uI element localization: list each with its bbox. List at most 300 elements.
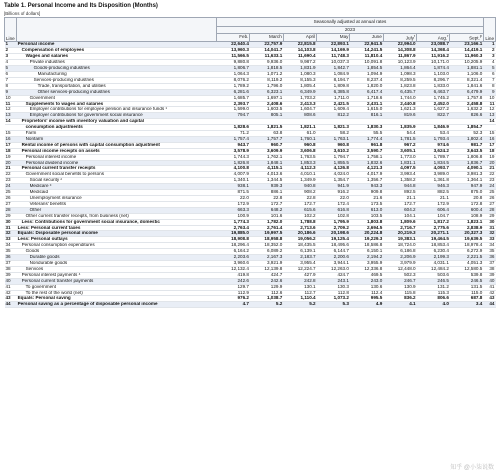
- revision-marker: p: [479, 34, 482, 38]
- value-cell: 19,229.3: [350, 237, 383, 243]
- value-cell: 20,198.6: [317, 231, 350, 237]
- row-label: Less: Personal outlays: [17, 237, 217, 243]
- value-cell: 101.6: [250, 213, 283, 219]
- row-label: Proprietors' income with inventory valuation and capital: [17, 119, 217, 125]
- value-cell: 243.0: [350, 278, 383, 284]
- value-cell: 6,323.1: [250, 89, 283, 95]
- value-cell: 1,084.9: [317, 71, 350, 77]
- value-cell: 18,978.4: [450, 243, 483, 249]
- value-cell: 22.8: [250, 196, 283, 202]
- value-cell: 3,981.3: [450, 172, 483, 178]
- value-cell: 18,724.0: [383, 243, 416, 249]
- value-cell: 946.3: [417, 184, 450, 190]
- value-cell: 424.7: [317, 272, 350, 278]
- value-cell: 1,744.0: [383, 95, 416, 101]
- value-cell: 4,031.1: [417, 260, 450, 266]
- value-cell: 3,605.1: [383, 148, 416, 154]
- row-label: Personal interest income: [17, 154, 217, 160]
- line-number: 37: [5, 260, 17, 266]
- value-cell: 10,091.8: [350, 60, 383, 66]
- row-label: Private industries: [17, 60, 217, 66]
- value-cell: 22,640.4: [217, 42, 250, 48]
- value-cell: 960.8: [283, 142, 316, 148]
- value-cell: 2,452.0: [417, 101, 450, 107]
- value-cell: 52.3: [450, 131, 483, 137]
- line-number-right: 25: [483, 190, 495, 196]
- value-cell: 1,080.3: [283, 71, 316, 77]
- value-cell: 8,119.2: [250, 77, 283, 83]
- line-number-right: 23: [483, 178, 495, 184]
- line-number-right: 22: [483, 172, 495, 178]
- value-cell: 4.1: [383, 302, 416, 308]
- value-cell: 1,627.2: [417, 107, 450, 113]
- month-label: June: [371, 34, 382, 40]
- value-cell: 172.7: [383, 201, 416, 207]
- month-label: April: [305, 34, 316, 40]
- line-number: 30: [5, 219, 17, 225]
- line-number-right: 24: [483, 184, 495, 190]
- value-cell: 1,831.1: [383, 160, 416, 166]
- line-number: 21: [5, 166, 17, 172]
- value-cell: 4,115.1: [250, 166, 283, 172]
- row-label: Personal income: [17, 42, 217, 48]
- value-cell: 8,321.4: [450, 77, 483, 83]
- line-number-right: 21: [483, 166, 495, 172]
- value-cell: 18,352.0: [250, 243, 283, 249]
- value-cell: 938.1: [217, 184, 250, 190]
- value-cell: 4,051.3: [450, 260, 483, 266]
- value-cell: 3,921.9: [250, 260, 283, 266]
- value-cell: 112.6: [250, 290, 283, 296]
- value-cell: 19,639.5: [450, 237, 483, 243]
- value-cell: 1,110.4: [283, 296, 316, 302]
- line-number: 9: [5, 89, 17, 95]
- value-cell: 961.8: [350, 142, 383, 148]
- value-cell: 172.7: [250, 201, 283, 207]
- value-cell: 4,017.9: [350, 172, 383, 178]
- line-number: 7: [5, 77, 17, 83]
- value-cell: 18,495.6: [317, 243, 350, 249]
- value-cell: 1,805.4: [283, 83, 316, 89]
- line-number-right: 6: [483, 71, 495, 77]
- value-cell: 4,112.3: [283, 166, 316, 172]
- value-cell: 3,955.9: [350, 260, 383, 266]
- value-cell: 5.2: [250, 302, 283, 308]
- value-cell: 130.9: [383, 284, 416, 290]
- row-label: Veterans' benefits: [17, 201, 217, 207]
- row-label: Compensation of employees: [17, 48, 217, 54]
- value-cell: 18,435.5: [283, 243, 316, 249]
- row-label: Personal current transfer receipts: [17, 166, 217, 172]
- row-label: Government: [17, 95, 217, 101]
- value-cell: 2,200.6: [317, 255, 350, 261]
- value-cell: 1,103.0: [417, 71, 450, 77]
- value-cell: 58.2: [317, 131, 350, 137]
- line-number: 33: [5, 237, 17, 243]
- value-cell: 11,690.4: [283, 54, 316, 60]
- value-cell: 1,782.0: [250, 219, 283, 225]
- value-cell: 131.5: [450, 284, 483, 290]
- value-cell: 419.8: [217, 272, 250, 278]
- value-cell: 2,421.5: [317, 101, 350, 107]
- line-number-right: 19: [483, 154, 495, 160]
- value-cell: 1,711.0: [317, 95, 350, 101]
- row-label: Medicare ³: [17, 184, 217, 190]
- line-number-right: 27: [483, 201, 495, 207]
- value-cell: 4.9: [350, 302, 383, 308]
- value-cell: 102.2: [283, 213, 316, 219]
- value-cell: 1,854.7: [450, 125, 483, 131]
- value-cell: 8,259.5: [383, 77, 416, 83]
- value-cell: 6,164.2: [217, 249, 250, 255]
- value-cell: 3,590.7: [350, 148, 383, 154]
- value-cell: 1,340.1: [217, 178, 250, 184]
- value-cell: 21.6: [350, 196, 383, 202]
- value-cell: 2,775.6: [417, 225, 450, 231]
- value-cell: 2,393.7: [217, 101, 250, 107]
- value-cell: 130.3: [317, 284, 350, 290]
- value-cell: 61.0: [283, 131, 316, 137]
- value-cell: 12,580.5: [450, 266, 483, 272]
- value-cell: 115.0: [450, 290, 483, 296]
- value-cell: 6,349.9: [283, 89, 316, 95]
- value-cell: 1,795.9: [317, 219, 350, 225]
- value-cell: 20,327.3: [450, 231, 483, 237]
- value-cell: 11,748.3: [317, 54, 350, 60]
- value-cell: 9,880.8: [217, 60, 250, 66]
- line-number: 17: [5, 142, 17, 148]
- value-cell: 71.2: [217, 131, 250, 137]
- value-cell: 604.2: [383, 207, 416, 213]
- value-cell: 1,098.3: [383, 71, 416, 77]
- value-cell: 892.5: [383, 190, 416, 196]
- value-cell: 10,037.3: [317, 60, 350, 66]
- value-cell: 882.5: [417, 190, 450, 196]
- row-label: Other current transfer receipts, from business (net): [17, 213, 217, 219]
- table-row: [5, 302, 496, 308]
- value-cell: 14,103.8: [283, 48, 316, 54]
- value-cell: 8,194.7: [317, 77, 350, 83]
- value-cell: 14,308.8: [383, 48, 416, 54]
- line-number-right: 35: [483, 249, 495, 255]
- value-cell: 8,296.7: [417, 77, 450, 83]
- line-number-right: 9: [483, 89, 495, 95]
- value-cell: 2,408.6: [250, 101, 283, 107]
- row-label: Less: Personal current taxes: [17, 225, 217, 231]
- value-cell: 940.8: [283, 184, 316, 190]
- line-number-right: 40: [483, 278, 495, 284]
- value-cell: 1,832.6: [350, 160, 383, 166]
- line-number: 23: [5, 178, 17, 184]
- value-cell: 20.8: [450, 196, 483, 202]
- row-label: Durable goods: [17, 255, 217, 261]
- line-number: 18: [5, 148, 17, 154]
- value-cell: 130.1: [283, 284, 316, 290]
- value-cell: 12,484.2: [417, 266, 450, 272]
- month-header: [217, 34, 250, 42]
- revision-marker: r: [447, 34, 449, 38]
- value-cell: 613.0: [350, 207, 383, 213]
- line-number: 1: [5, 42, 17, 48]
- value-cell: 19,125.4: [317, 237, 350, 243]
- value-cell: 2,194.2: [350, 255, 383, 261]
- line-number-right: 1: [483, 42, 495, 48]
- value-cell: 1,796.0: [250, 83, 283, 89]
- value-cell: 976.2: [217, 296, 250, 302]
- value-cell: 886.1: [250, 190, 283, 196]
- value-cell: 3,643.5: [450, 148, 483, 154]
- row-label: Services-producing industries: [17, 77, 217, 83]
- value-cell: 1,803.8: [350, 219, 383, 225]
- value-cell: 1,763.1: [317, 136, 350, 142]
- line-number-right: 15: [483, 131, 495, 137]
- row-label: Unemployment insurance: [17, 196, 217, 202]
- row-label: Services: [17, 266, 217, 272]
- month-header: [383, 34, 416, 42]
- value-cell: 129.7: [217, 284, 250, 290]
- row-label: Less: Contributions for government social insurance, domestic: [17, 219, 217, 225]
- value-cell: 172.4: [317, 201, 350, 207]
- row-label: Manufacturing: [17, 71, 217, 77]
- value-cell: 1,823.8: [383, 83, 416, 89]
- line-header-left: Line: [5, 18, 17, 42]
- row-label: Nonfarm: [17, 136, 217, 142]
- value-cell: 1,064.3: [217, 71, 250, 77]
- value-cell: 2,440.8: [383, 101, 416, 107]
- value-cell: 8,076.2: [217, 77, 250, 83]
- value-cell: 173.5: [350, 201, 383, 207]
- value-cell: 22.8: [283, 196, 316, 202]
- value-cell: 22,757.9: [250, 42, 283, 48]
- row-label: Medicaid: [17, 190, 217, 196]
- value-cell: 2,761.4: [250, 225, 283, 231]
- value-cell: 18,586.8: [350, 243, 383, 249]
- line-number: 41: [5, 284, 17, 290]
- value-cell: 871.5: [217, 190, 250, 196]
- value-cell: 1,823.1: [450, 219, 483, 225]
- line-number-right: 41: [483, 284, 495, 290]
- value-cell: 104.1: [383, 213, 416, 219]
- value-cell: 3,955.4: [283, 260, 316, 266]
- value-cell: 1,349.9: [283, 178, 316, 184]
- value-cell: 1,833.0: [417, 83, 450, 89]
- line-number: 25: [5, 190, 17, 196]
- value-cell: 22,893.1: [317, 42, 350, 48]
- value-cell: 172.7: [283, 201, 316, 207]
- month-header: [250, 34, 283, 42]
- value-cell: 11,960.3: [450, 54, 483, 60]
- row-label: consumption adjustments: [17, 125, 217, 131]
- value-cell: 939.3: [250, 184, 283, 190]
- value-cell: 4,090.1: [450, 166, 483, 172]
- value-cell: 819.6: [383, 113, 416, 119]
- value-cell: 424.7: [250, 272, 283, 278]
- value-cell: 8,237.4: [350, 77, 383, 83]
- line-number: 31: [5, 225, 17, 231]
- line-number: 35: [5, 249, 17, 255]
- value-cell: 108.9: [450, 213, 483, 219]
- table-title: Table 1. Personal Income and Its Disposition (Months): [4, 3, 158, 9]
- value-cell: 2,203.6: [217, 255, 250, 261]
- value-cell: 10,123.9: [383, 60, 416, 66]
- value-cell: 2,167.3: [250, 255, 283, 261]
- value-cell: 11,916.2: [417, 54, 450, 60]
- value-cell: 503.6: [417, 272, 450, 278]
- personal-income-table: [4, 17, 496, 308]
- value-cell: 4,097.5: [383, 166, 416, 172]
- value-cell: 14,419.1: [450, 48, 483, 54]
- row-label: Other services-producing industries: [17, 89, 217, 95]
- line-number: 36: [5, 255, 17, 261]
- line-number: 32: [5, 231, 17, 237]
- line-number-right: 37: [483, 260, 495, 266]
- value-cell: 2,206.9: [383, 255, 416, 261]
- line-number: 3: [5, 54, 17, 60]
- value-cell: 18,296.4: [217, 243, 250, 249]
- line-number: 27: [5, 201, 17, 207]
- value-cell: 12,448.0: [383, 266, 416, 272]
- line-number: 19: [5, 154, 17, 160]
- line-number: 13: [5, 113, 17, 119]
- value-cell: 1,794.7: [317, 154, 350, 160]
- value-cell: 3,944.1: [317, 260, 350, 266]
- line-number-right: 26: [483, 196, 495, 202]
- value-cell: 1,685.7: [217, 95, 250, 101]
- value-cell: 1,834.5: [417, 160, 450, 166]
- month-header: [317, 34, 350, 42]
- value-cell: 103.5: [350, 213, 383, 219]
- line-number-right: 34: [483, 243, 495, 249]
- value-cell: 1,744.3: [217, 154, 250, 160]
- value-cell: 1,038.7: [250, 296, 283, 302]
- row-label: To government: [17, 284, 217, 290]
- value-cell: 836.2: [383, 296, 416, 302]
- line-number: 28: [5, 207, 17, 213]
- month-label: May: [339, 34, 349, 40]
- value-cell: 54.4: [383, 131, 416, 137]
- value-cell: 1,802.4: [450, 136, 483, 142]
- line-number: 2: [5, 48, 17, 54]
- table-subtitle: [Billions of dollars]: [4, 11, 41, 16]
- value-cell: 14,169.9: [317, 48, 350, 54]
- line-number: 43: [5, 296, 17, 302]
- value-cell: 6,463.7: [417, 89, 450, 95]
- line-number: 29: [5, 213, 17, 219]
- value-cell: 4,024.0: [317, 172, 350, 178]
- value-cell: 20,219.3: [383, 231, 416, 237]
- value-cell: 1,609.4: [317, 107, 350, 113]
- value-cell: 960.8: [317, 142, 350, 148]
- value-cell: 9,936.0: [250, 60, 283, 66]
- line-number-right: 18: [483, 148, 495, 154]
- value-cell: 1,835.9: [383, 125, 416, 131]
- value-cell: 943.7: [217, 142, 250, 148]
- watermark: 知乎 @小柒说数: [450, 465, 494, 471]
- line-number: 5: [5, 66, 17, 72]
- value-cell: 1,854.5: [350, 66, 383, 72]
- row-label: Personal saving as a percentage of disposable personal income: [17, 302, 217, 308]
- value-cell: 1,821.5: [250, 125, 283, 131]
- value-cell: 1,842.7: [317, 66, 350, 72]
- row-label: Personal income receipts on assets: [17, 148, 217, 154]
- value-cell: 18,908.8: [217, 237, 250, 243]
- value-cell: 1,604.7: [283, 107, 316, 113]
- value-cell: 2,709.2: [317, 225, 350, 231]
- value-cell: 1,763.5: [283, 154, 316, 160]
- line-number-right: 36: [483, 255, 495, 261]
- value-cell: 2,458.8: [450, 101, 483, 107]
- value-cell: 11,810.4: [350, 54, 383, 60]
- row-label: Other: [17, 207, 217, 213]
- line-number-right: 16: [483, 136, 495, 142]
- value-cell: 243.1: [317, 278, 350, 284]
- value-cell: 1,718.6: [350, 95, 383, 101]
- label-header: [17, 18, 217, 42]
- value-cell: 1,818.5: [250, 66, 283, 72]
- value-cell: 14,241.5: [350, 48, 383, 54]
- value-cell: 808.6: [283, 113, 316, 119]
- value-cell: 663.3: [217, 207, 250, 213]
- value-cell: 246.5: [450, 278, 483, 284]
- value-cell: 1,788.8: [283, 219, 316, 225]
- line-number-right: 42: [483, 290, 495, 296]
- value-cell: 3,989.0: [417, 172, 450, 178]
- row-label: Farm: [17, 131, 217, 137]
- value-cell: 648.2: [250, 207, 283, 213]
- row-label: Goods: [17, 249, 217, 255]
- value-cell: 14,041.7: [250, 48, 283, 54]
- value-cell: 4,010.1: [283, 172, 316, 178]
- value-cell: 6,272.9: [450, 249, 483, 255]
- row-label: Government social benefits to persons: [17, 172, 217, 178]
- row-label: Nondurable goods: [17, 260, 217, 266]
- value-cell: 615.6: [283, 207, 316, 213]
- value-cell: 1,781.5: [383, 136, 416, 142]
- value-cell: 816.1: [350, 113, 383, 119]
- value-cell: 3,960.6: [217, 260, 250, 266]
- value-cell: 1,789.2: [217, 83, 250, 89]
- line-number: 44: [5, 302, 17, 308]
- line-number: 39: [5, 272, 17, 278]
- value-cell: 960.7: [250, 142, 283, 148]
- value-cell: 909.8: [350, 190, 383, 196]
- month-header: [283, 34, 316, 42]
- line-number-right: 33: [483, 237, 495, 243]
- value-cell: 6,150.1: [350, 249, 383, 255]
- value-cell: 4.7: [217, 302, 250, 308]
- row-label: Equals: Personal saving: [17, 296, 217, 302]
- value-cell: 1,603.5: [250, 107, 283, 113]
- value-cell: 6,139.1: [283, 249, 316, 255]
- value-cell: 23,088.7: [417, 42, 450, 48]
- value-cell: 112.8: [317, 290, 350, 296]
- row-label: To the rest of the world (net): [17, 290, 217, 296]
- value-cell: 1,820.0: [350, 83, 383, 89]
- value-cell: 1,773.0: [383, 154, 416, 160]
- value-cell: 3,606.8: [283, 148, 316, 154]
- value-cell: 1,758.1: [350, 154, 383, 160]
- row-label: Personal current transfer payments: [17, 278, 217, 284]
- value-cell: 6,479.9: [450, 89, 483, 95]
- value-cell: 805.1: [250, 113, 283, 119]
- value-cell: 100.9: [217, 213, 250, 219]
- value-cell: 112.9: [217, 290, 250, 296]
- line-number-right: 2: [483, 48, 495, 54]
- value-cell: 3,578.9: [217, 148, 250, 154]
- value-cell: 1,881.1: [450, 66, 483, 72]
- value-cell: 2,413.3: [283, 101, 316, 107]
- value-cell: 4,013.6: [250, 172, 283, 178]
